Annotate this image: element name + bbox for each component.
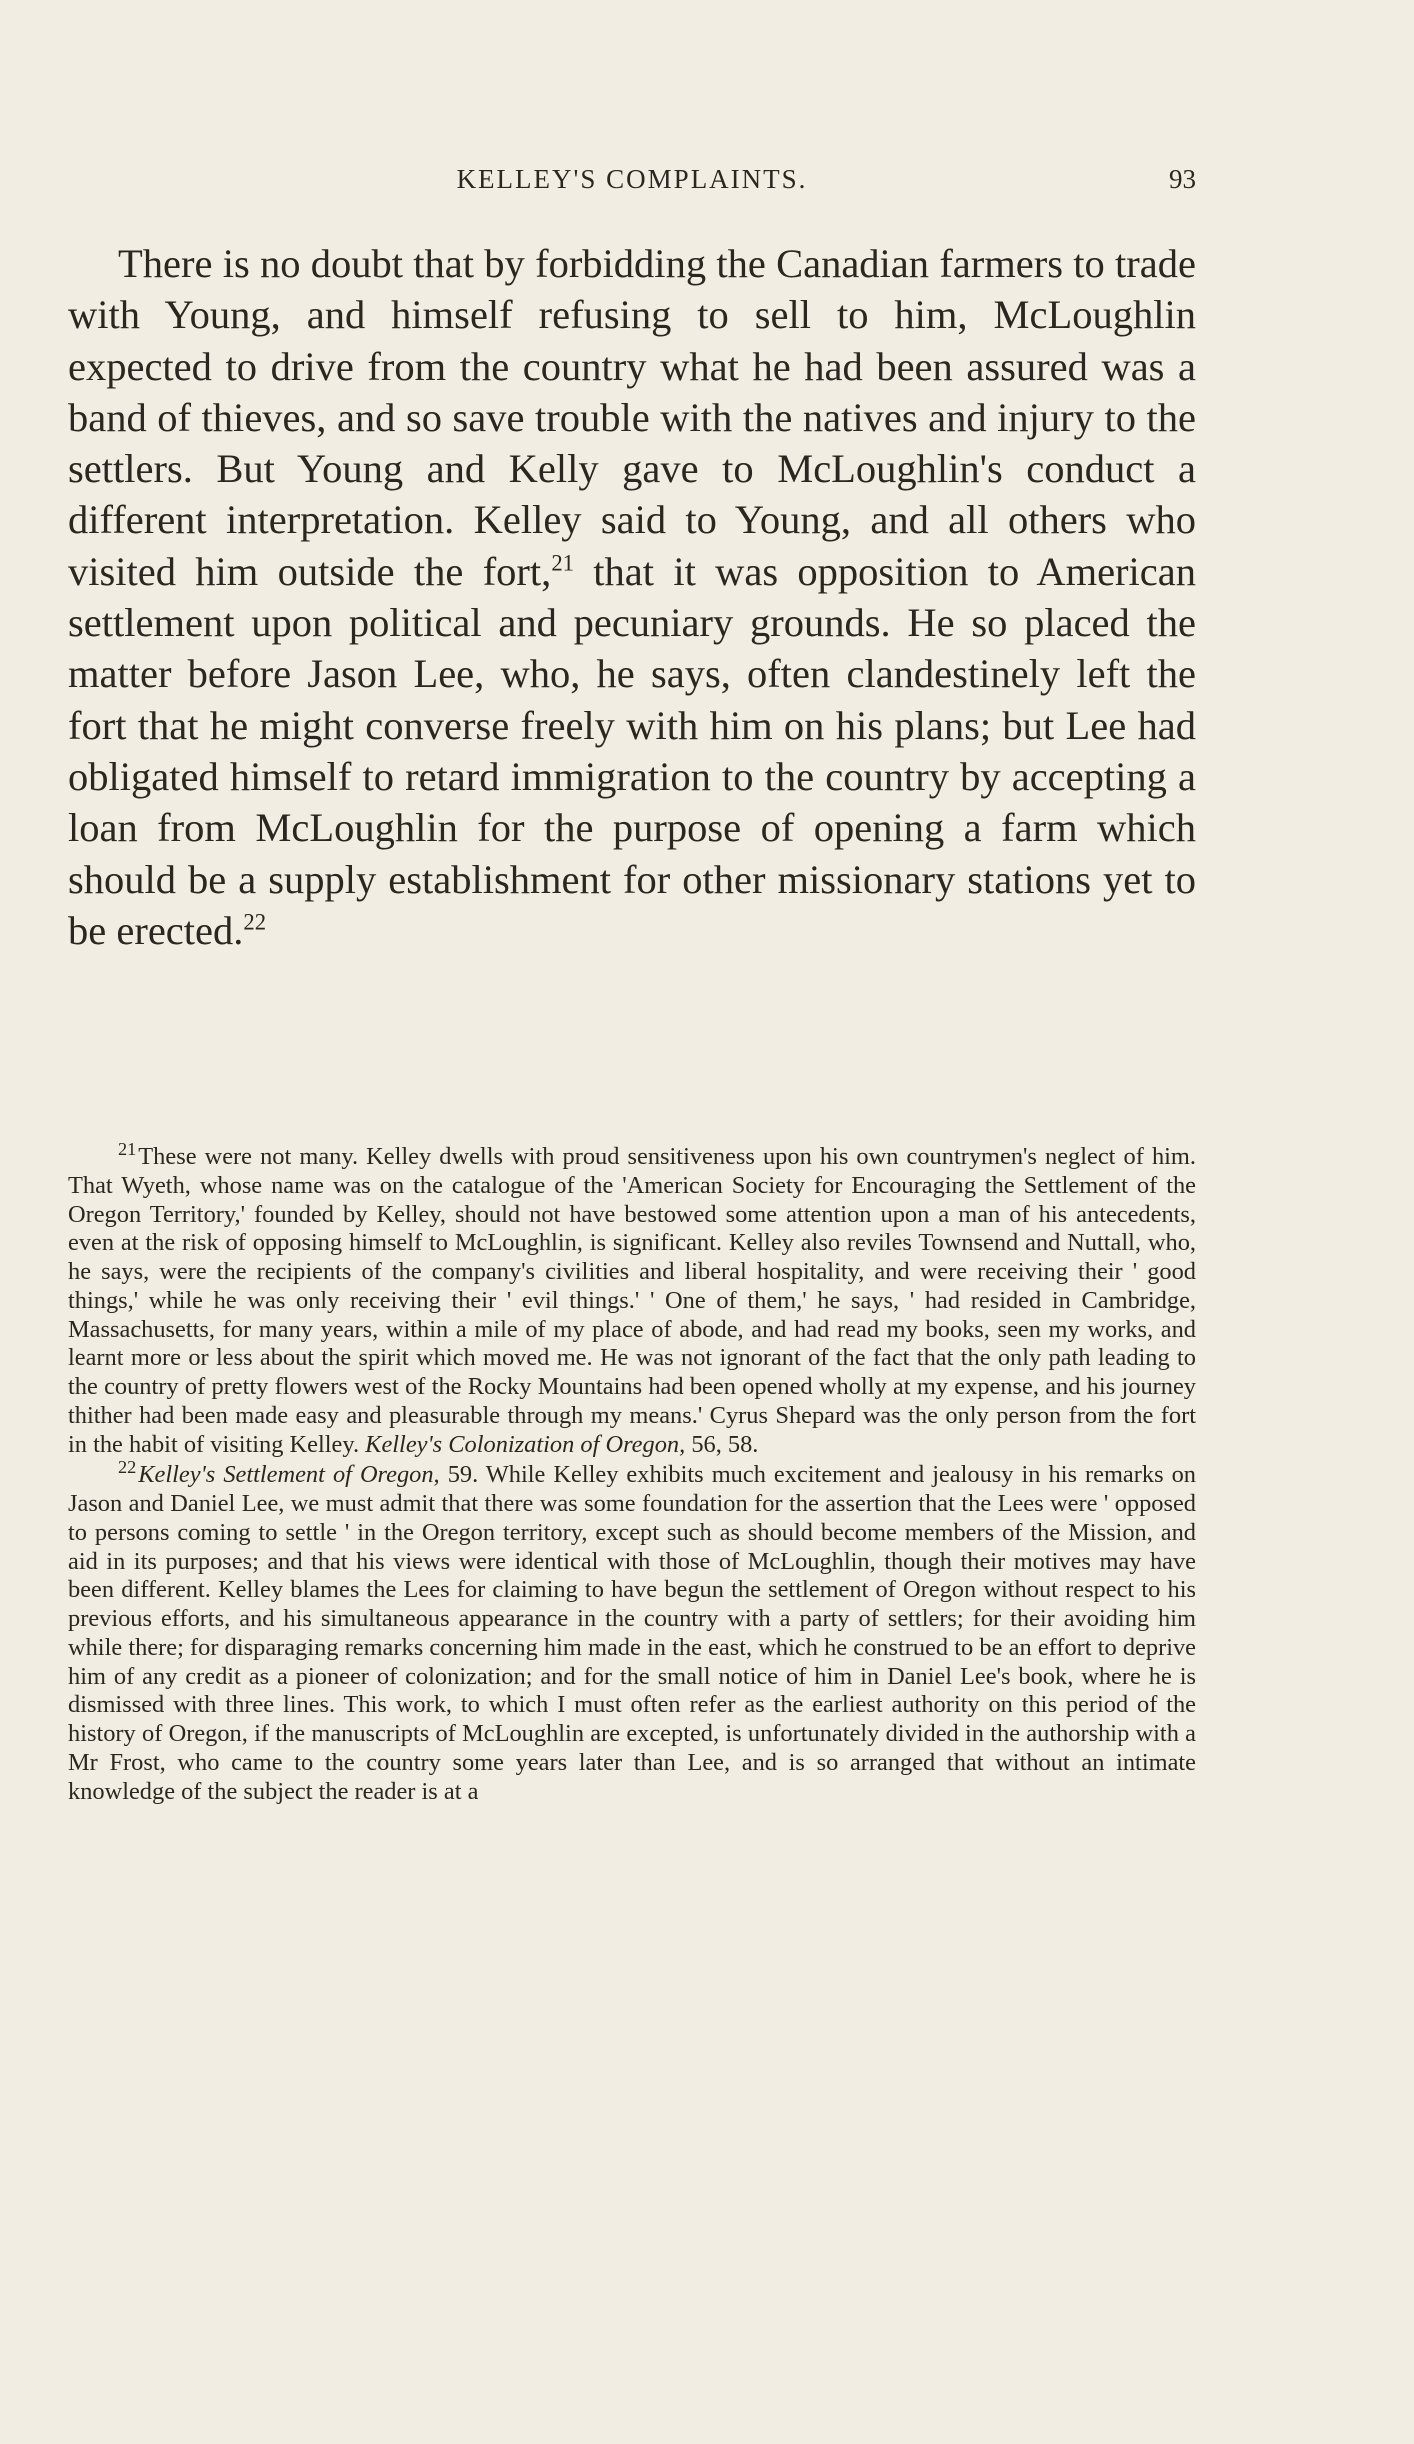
body-paragraph <box>68 238 1196 956</box>
citation-title: Kelley's Settlement of Oregon, <box>138 1461 440 1489</box>
footnote-text: These were not many. Kelley dwells with proud sensitiveness upon his own countrymen's neglect of him. That Wyeth, whose name was on the catalogue of the 'American Society for Encouraging the Settlement of the Oregon Territory,' founded by Kelley, should not have bestowed some attention upon a man of his antecedents, even at the risk of opposing himself to McLoughlin, is significant. Kelley also reviles Townsend and Nuttall, who, he says, were the recipients of the company's civilities and liberal hospitality, and were receiving their ' good things,' while he was only receiving their ' evil things.' ' One of them,' he says, ' had resided in Cambridge, Massachusetts, for many years, within a mile of my place of abode, and had read my books, seen my works, and learnt more or less about the spirit which moved me. He was not ignorant of the fact that the only path leading to the country of pretty flowers west of the Rocky Mountains had been opened wholly at my expense, and his journey thither had been made easy and pleasurable through my means.' Cyrus Shepard was the only person from the fort in the habit of visiting Kelley. <box>68 1143 1196 1458</box>
footnote-21 <box>68 1138 1196 1459</box>
footnote-22 <box>68 1457 1196 1806</box>
citation-pages: 56, 58. <box>691 1430 759 1458</box>
citation-title: Kelley's Colonization of Oregon, <box>365 1430 686 1458</box>
footnote-text: 59. While Kelley exhibits much excitement and jealousy in his remarks on Jason and Daniel Lee, we must admit that there was some foundation for the assertion that the Lees were ' opposed to persons coming to settle ' in the Oregon territory, except such as should become members of the Mission, and aid in its purposes; and that his views were identical with those of McLoughlin, though their motives may have been different. Kelley blames the Lees for claiming to have begun the settlement of Oregon without respect to his previous efforts, and his simultaneous appearance in the country with a party of settlers; for their avoiding him while there; for disparaging remarks concerning him made in the east, which he construed to be an effort to deprive him of any credit as a pioneer of colonization; and for the small notice of him in Daniel Lee's book, where he is dismissed with three lines. This work, to which I must often refer as the earliest authority on this period of the history of Oregon, if the manuscripts of McLoughlin are excepted, is unfortunately divided in the authorship with a Mr Frost, who came to the country some years later than Lee, and is so arranged that without an intimate knowledge of the subject the reader is at a <box>68 1461 1196 1805</box>
running-title: KELLEY'S COMPLAINTS. <box>456 164 808 194</box>
main-text <box>68 238 1196 956</box>
footnotes <box>68 1138 1196 1806</box>
footnote-ref-22[interactable]: 22 <box>243 909 267 935</box>
page-header <box>68 160 1196 200</box>
footnote-number: 22 <box>118 1457 137 1478</box>
footnote-ref-21[interactable]: 21 <box>551 550 574 576</box>
page-number: 93 <box>1169 164 1196 194</box>
body-text-part-1: There is no doubt that by forbidding the Canadian farmers to trade with Young, and himself refusing to sell to him, McLoughlin expected to drive from the country what he had been assured was a band of thieves, and so save trouble with the natives and injury to the settlers. But Young and Kelly gave to McLoughlin's conduct a different interpretation. Kelley said to Young, and all others who visited him outside the fort, <box>68 241 1196 594</box>
body-text-part-2: that it was opposition to American settlement upon political and pecuniary grounds. He so placed the matter before Jason Lee, who, he says, often clandestinely left the fort that he might converse freely with him on his plans; but Lee had obligated himself to retard immigration to the country by accepting a loan from McLoughlin for the purpose of opening a farm which should be a supply establishment for other missionary stations yet to be erected. <box>68 548 1197 953</box>
footnote-number: 21 <box>118 1138 137 1159</box>
